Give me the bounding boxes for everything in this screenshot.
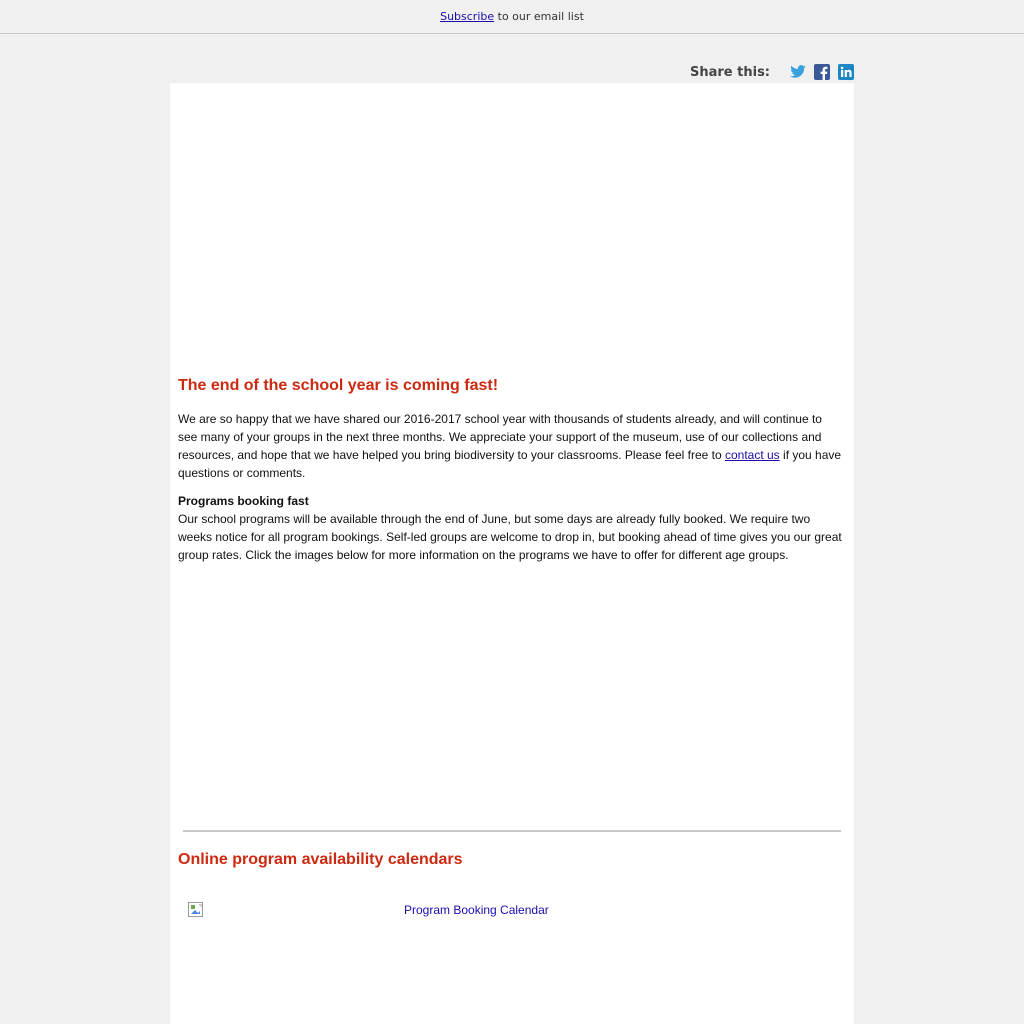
share-label: Share this: <box>690 64 771 80</box>
intro-paragraph <box>178 410 842 482</box>
broken-image-icon <box>188 902 204 918</box>
programs-subhead: Programs booking fast <box>178 494 309 508</box>
intro-text-end: if you have questions or comments. <box>178 448 842 480</box>
intro-text: We are so happy that we have shared our 2016-2017 school year with thousands of students already, and will continue to see many of your groups in the next three months. We appreciate your support of the museum, use of our collections and resources, and hope that we have helped you bring biodiversity to your classrooms. Please feel free to <box>178 412 822 462</box>
subscribe-text: to our email list <box>494 10 584 23</box>
program-booking-calendar-link[interactable] <box>188 902 549 918</box>
calendars-heading: Online program availability calendars <box>178 851 463 868</box>
contact-us-link[interactable]: contact us <box>724 448 780 462</box>
subscribe-link[interactable]: Subscribe <box>440 10 495 23</box>
program-images-placeholder[interactable] <box>178 573 846 823</box>
calendar-image-alt-text: Program Booking Calendar <box>404 903 549 917</box>
twitter-icon[interactable] <box>790 64 806 80</box>
email-content-card <box>170 83 854 1024</box>
headline: The end of the school year is coming fast! <box>178 377 499 394</box>
hero-image-placeholder <box>178 89 846 369</box>
facebook-icon[interactable] <box>814 64 830 80</box>
linkedin-icon[interactable] <box>838 64 854 80</box>
share-bar <box>690 60 854 84</box>
email-top-bar <box>0 0 1024 34</box>
section-divider <box>183 830 841 832</box>
programs-body: Our school programs will be available through the end of June, but some days are already fully booked. We require two weeks notice for all program bookings. Self-led groups are welcome to drop in, but booking ahead of time gives you our great group rates. Click the images below for more information on the programs we have to offer for different age groups. <box>178 512 842 562</box>
programs-paragraph <box>178 492 842 564</box>
